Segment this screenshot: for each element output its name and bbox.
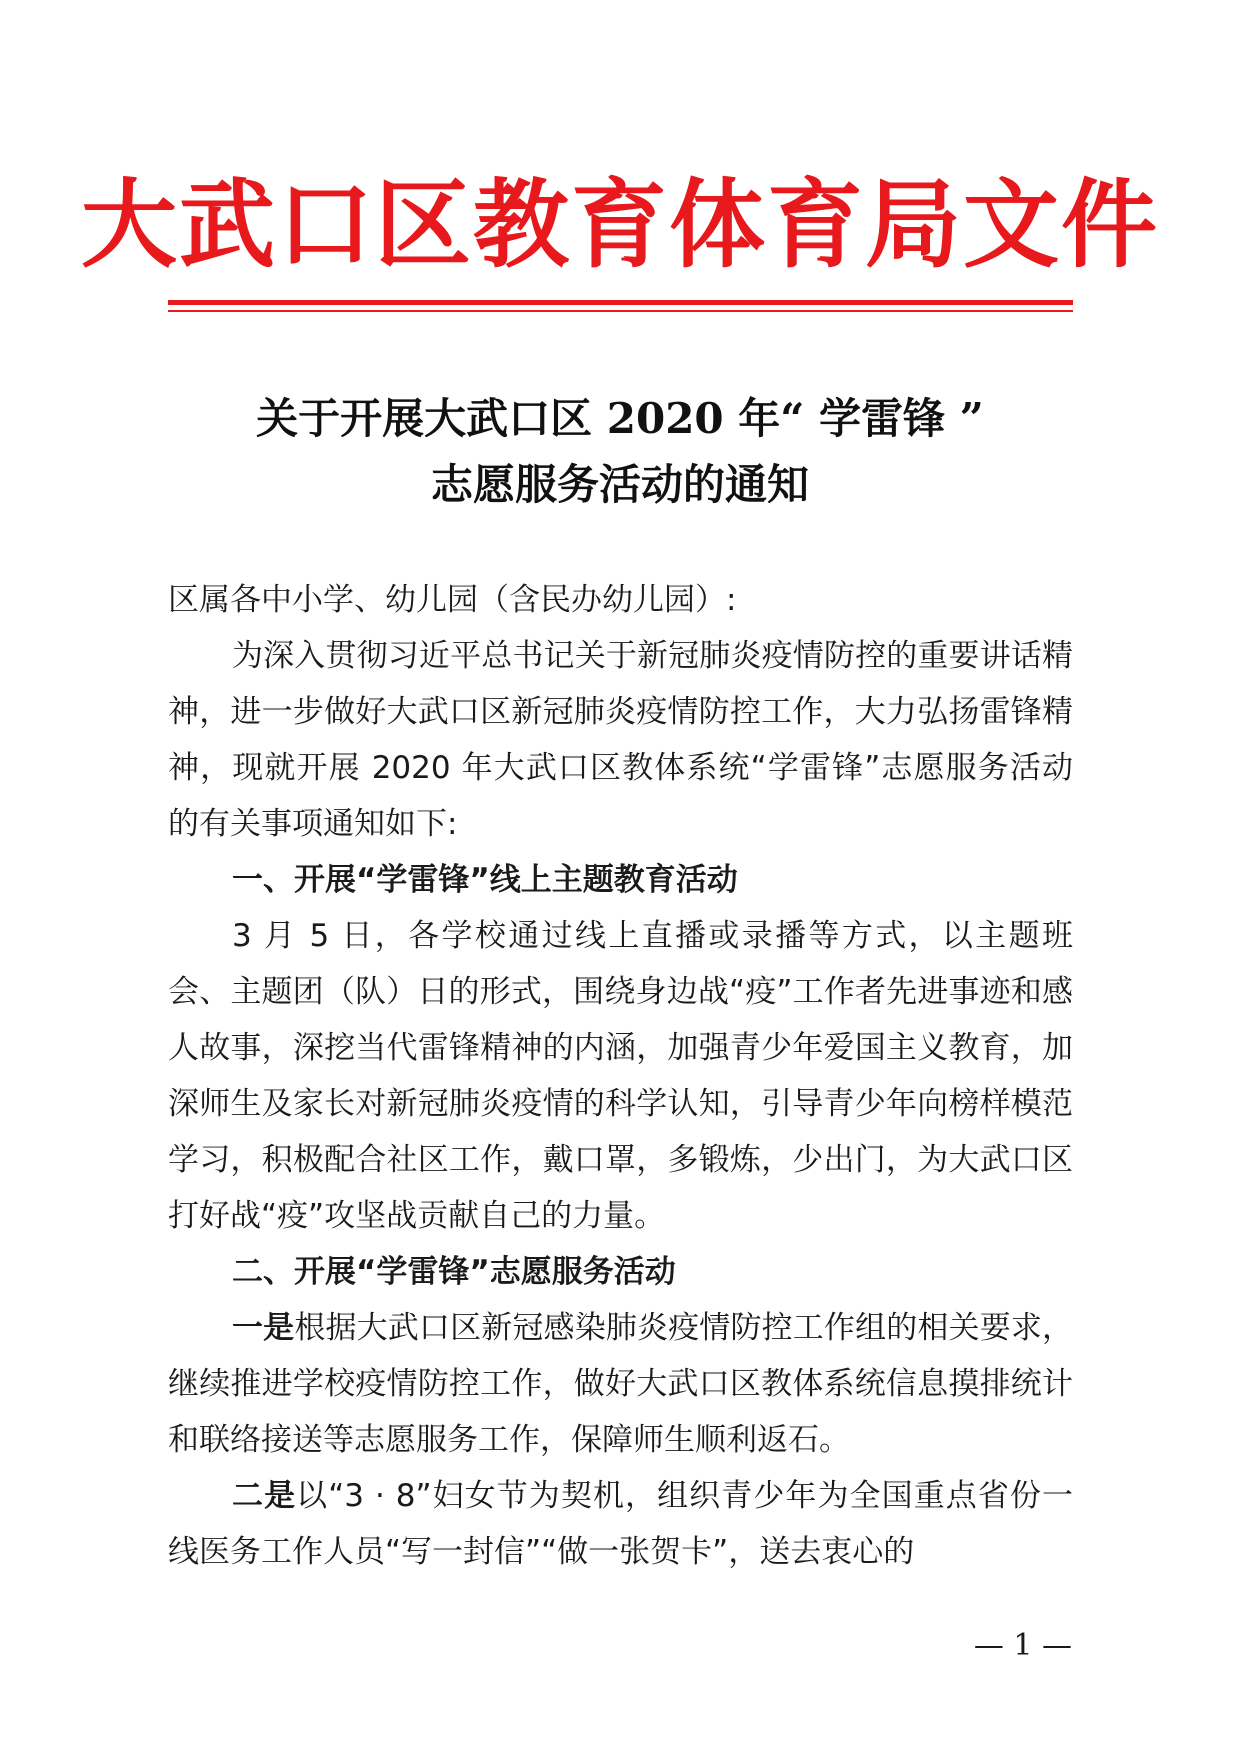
item-1-paragraph — [168, 1300, 1073, 1468]
document-title-line-1: 关于开展大武口区 2020 年“ 学雷锋 ” — [256, 394, 984, 443]
masthead-title: 大武口区教育体育局文件 — [81, 168, 1159, 281]
item-1-lead: 一是 — [232, 1310, 295, 1346]
red-divider-thick — [168, 300, 1073, 305]
document-title-line-2: 志愿服务活动的通知 — [430, 460, 809, 509]
red-divider-thin — [168, 310, 1073, 312]
item-2-text: 以“3 · 8”妇女节为契机，组织青少年为全国重点省份一线医务工作人员“写一封信”“做一张贺卡”，送去衷心的 — [168, 1478, 1073, 1570]
salutation: 区属各中小学、幼儿园（含民办幼儿园）: — [168, 582, 737, 618]
section-1-heading: 一、开展“学雷锋”线上主题教育活动 — [232, 862, 738, 898]
item-2-paragraph — [168, 1468, 1073, 1580]
item-2-lead: 二是 — [232, 1478, 297, 1514]
section-1-paragraph: 3 月 5 日，各学校通过线上直播或录播等方式，以主题班会、主题团（队）日的形式，围绕身边战“疫”工作者先进事迹和感人故事，深挖当代雷锋精神的内涵，加强青少年爱国主义教育，加深师生及家长对新冠肺炎疫情的科学认知，引导青少年向榜样模范学习，积极配合社区工作，戴口罩，多锻炼，少出门，为大武口区打好战“疫”攻坚战贡献自己的力量。 — [168, 918, 1073, 1234]
section-2-heading: 二、开展“学雷锋”志愿服务活动 — [232, 1254, 676, 1290]
item-1-text: 根据大武口区新冠感染肺炎疫情防控工作组的相关要求，继续推进学校疫情防控工作，做好大武口区教体系统信息摸排统计和联络接送等志愿服务工作，保障师生顺利返石。 — [168, 1310, 1074, 1458]
page-number: — 1 — — [973, 1628, 1072, 1663]
document-body — [168, 572, 1073, 1580]
intro-paragraph: 为深入贯彻习近平总书记关于新冠肺炎疫情防控的重要讲话精神，进一步做好大武口区新冠肺炎疫情防控工作，大力弘扬雷锋精神，现就开展 2020 年大武口区教体系统“学雷锋”志愿服务活动的有关事项通知如下: — [168, 638, 1073, 842]
